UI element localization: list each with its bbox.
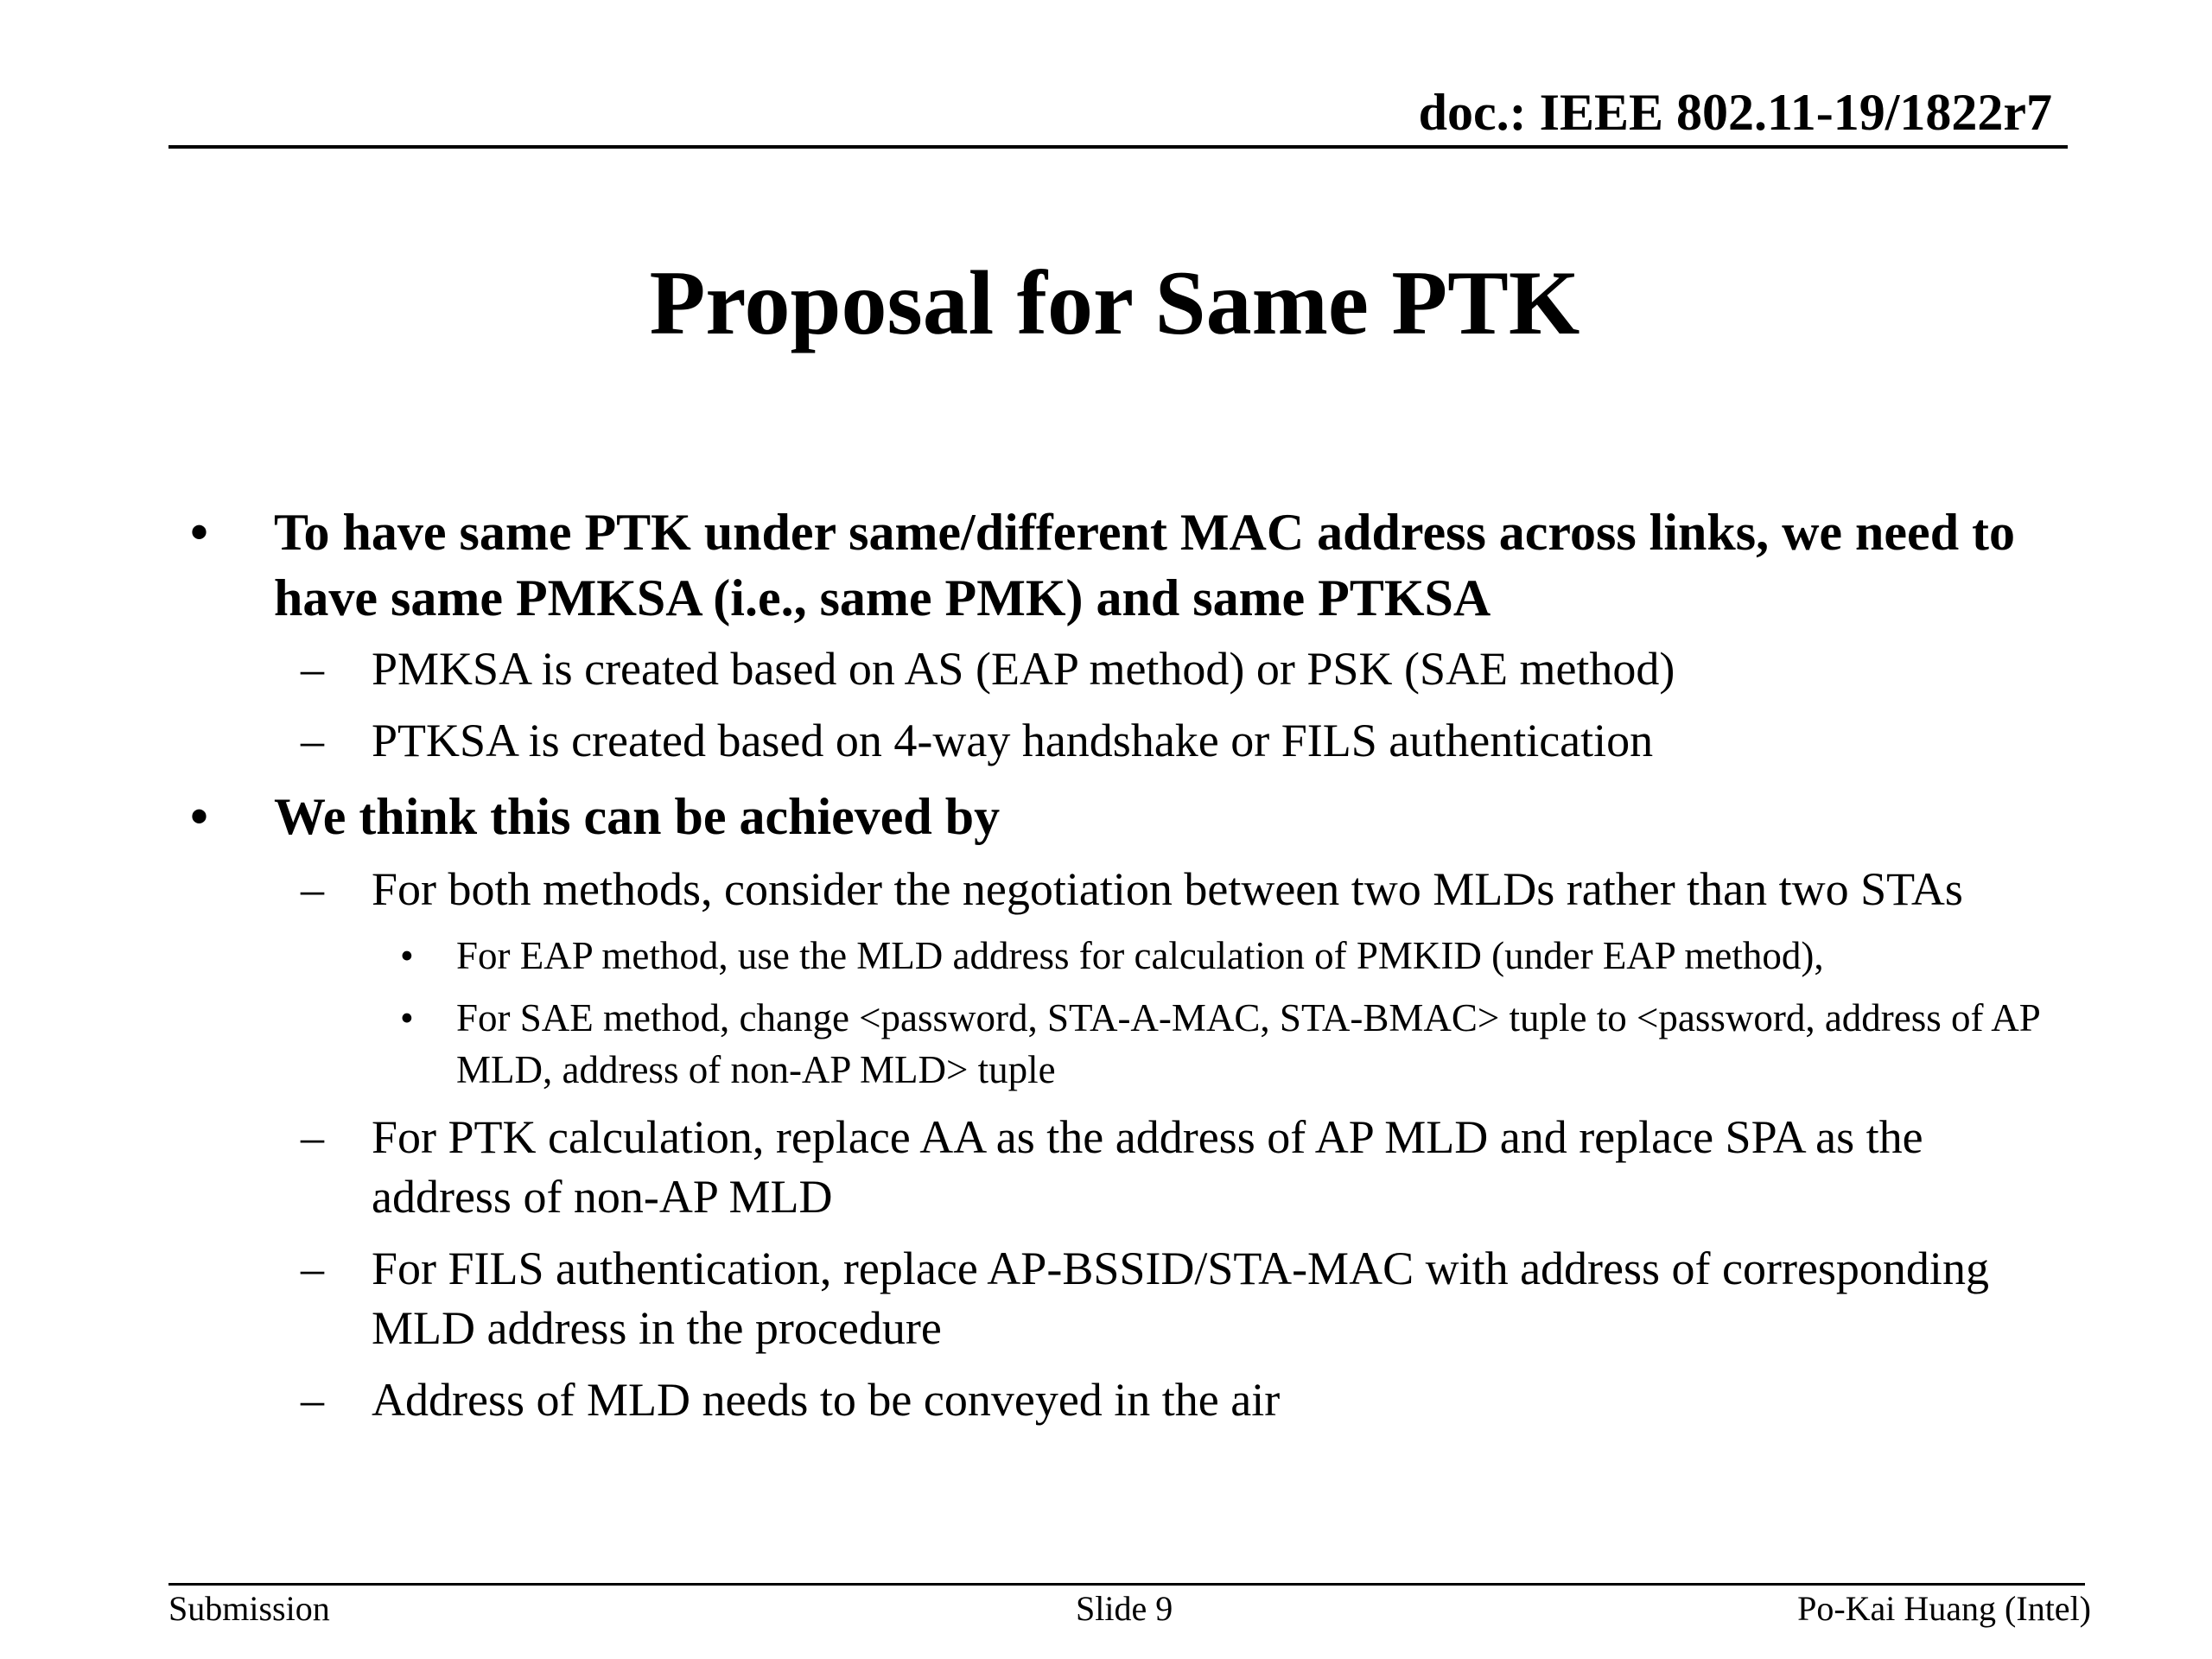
bullet-item — [0, 499, 2088, 631]
sub-sub-bullet-text: For EAP method, use the MLD address for calculation of PMKID (under EAP method), — [456, 934, 1824, 977]
bullet-marker: • — [400, 996, 414, 1039]
sub-sub-bullet-item — [0, 930, 2055, 982]
dash-marker: – — [301, 643, 324, 695]
dash-marker: – — [301, 1374, 324, 1426]
sub-sub-bullet-item — [0, 992, 2055, 1096]
sub-sub-bullet-text: For SAE method, change <password, STA-A-MAC, STA-BMAC> tuple to <password, address of AP MLD, address of non-AP MLD> tuple — [456, 996, 2040, 1091]
sub-bullet-item — [0, 639, 2065, 699]
sub-bullet-text: Address of MLD needs to be conveyed in the air — [372, 1374, 1281, 1426]
bullet-item — [0, 784, 2088, 849]
sub-bullet-text: PMKSA is created based on AS (EAP method) or PSK (SAE method) — [372, 643, 1675, 695]
bullet-marker: • — [190, 788, 209, 845]
sub-bullet-text: PTKSA is created based on 4-way handshake or FILS authentication — [372, 715, 1654, 766]
sub-bullet-text: For FILS authentication, replace AP-BSSID/STA-MAC with address of corresponding MLD address in the procedure — [372, 1243, 1989, 1354]
bullet-marker: • — [190, 504, 209, 561]
dash-marker: – — [301, 1111, 324, 1163]
footer-author: Po-Kai Huang (Intel) — [1797, 1589, 2091, 1628]
slide-title: Proposal for Same PTK — [649, 252, 1580, 353]
dash-marker: – — [301, 863, 324, 915]
slide-body — [0, 499, 2212, 1430]
header-divider — [168, 145, 2068, 149]
dash-marker: – — [301, 715, 324, 766]
slide-number: Slide 9 — [1076, 1589, 1173, 1628]
footer-submission: Submission — [168, 1589, 330, 1628]
bullet-text: To have same PTK under same/different MAC address across links, we need to have same PMKSA (i.e., same PMK) and same PTKSA — [274, 504, 2016, 626]
sub-bullet-text: For PTK calculation, replace AA as the address of AP MLD and replace SPA as the address of non-AP MLD — [372, 1111, 1923, 1223]
footer-divider — [168, 1583, 2085, 1586]
sub-bullet-item — [0, 1239, 2065, 1358]
bullet-text: We think this can be achieved by — [274, 788, 1001, 845]
bullet-marker: • — [400, 934, 414, 977]
document-id: doc.: IEEE 802.11-19/1822r7 — [1418, 84, 2052, 141]
sub-bullet-item — [0, 711, 2065, 771]
sub-bullet-text: For both methods, consider the negotiation between two MLDs rather than two STAs — [372, 863, 1963, 915]
sub-bullet-item — [0, 860, 2065, 919]
dash-marker: – — [301, 1243, 324, 1294]
sub-bullet-item — [0, 1108, 2065, 1227]
sub-bullet-item — [0, 1370, 2065, 1430]
